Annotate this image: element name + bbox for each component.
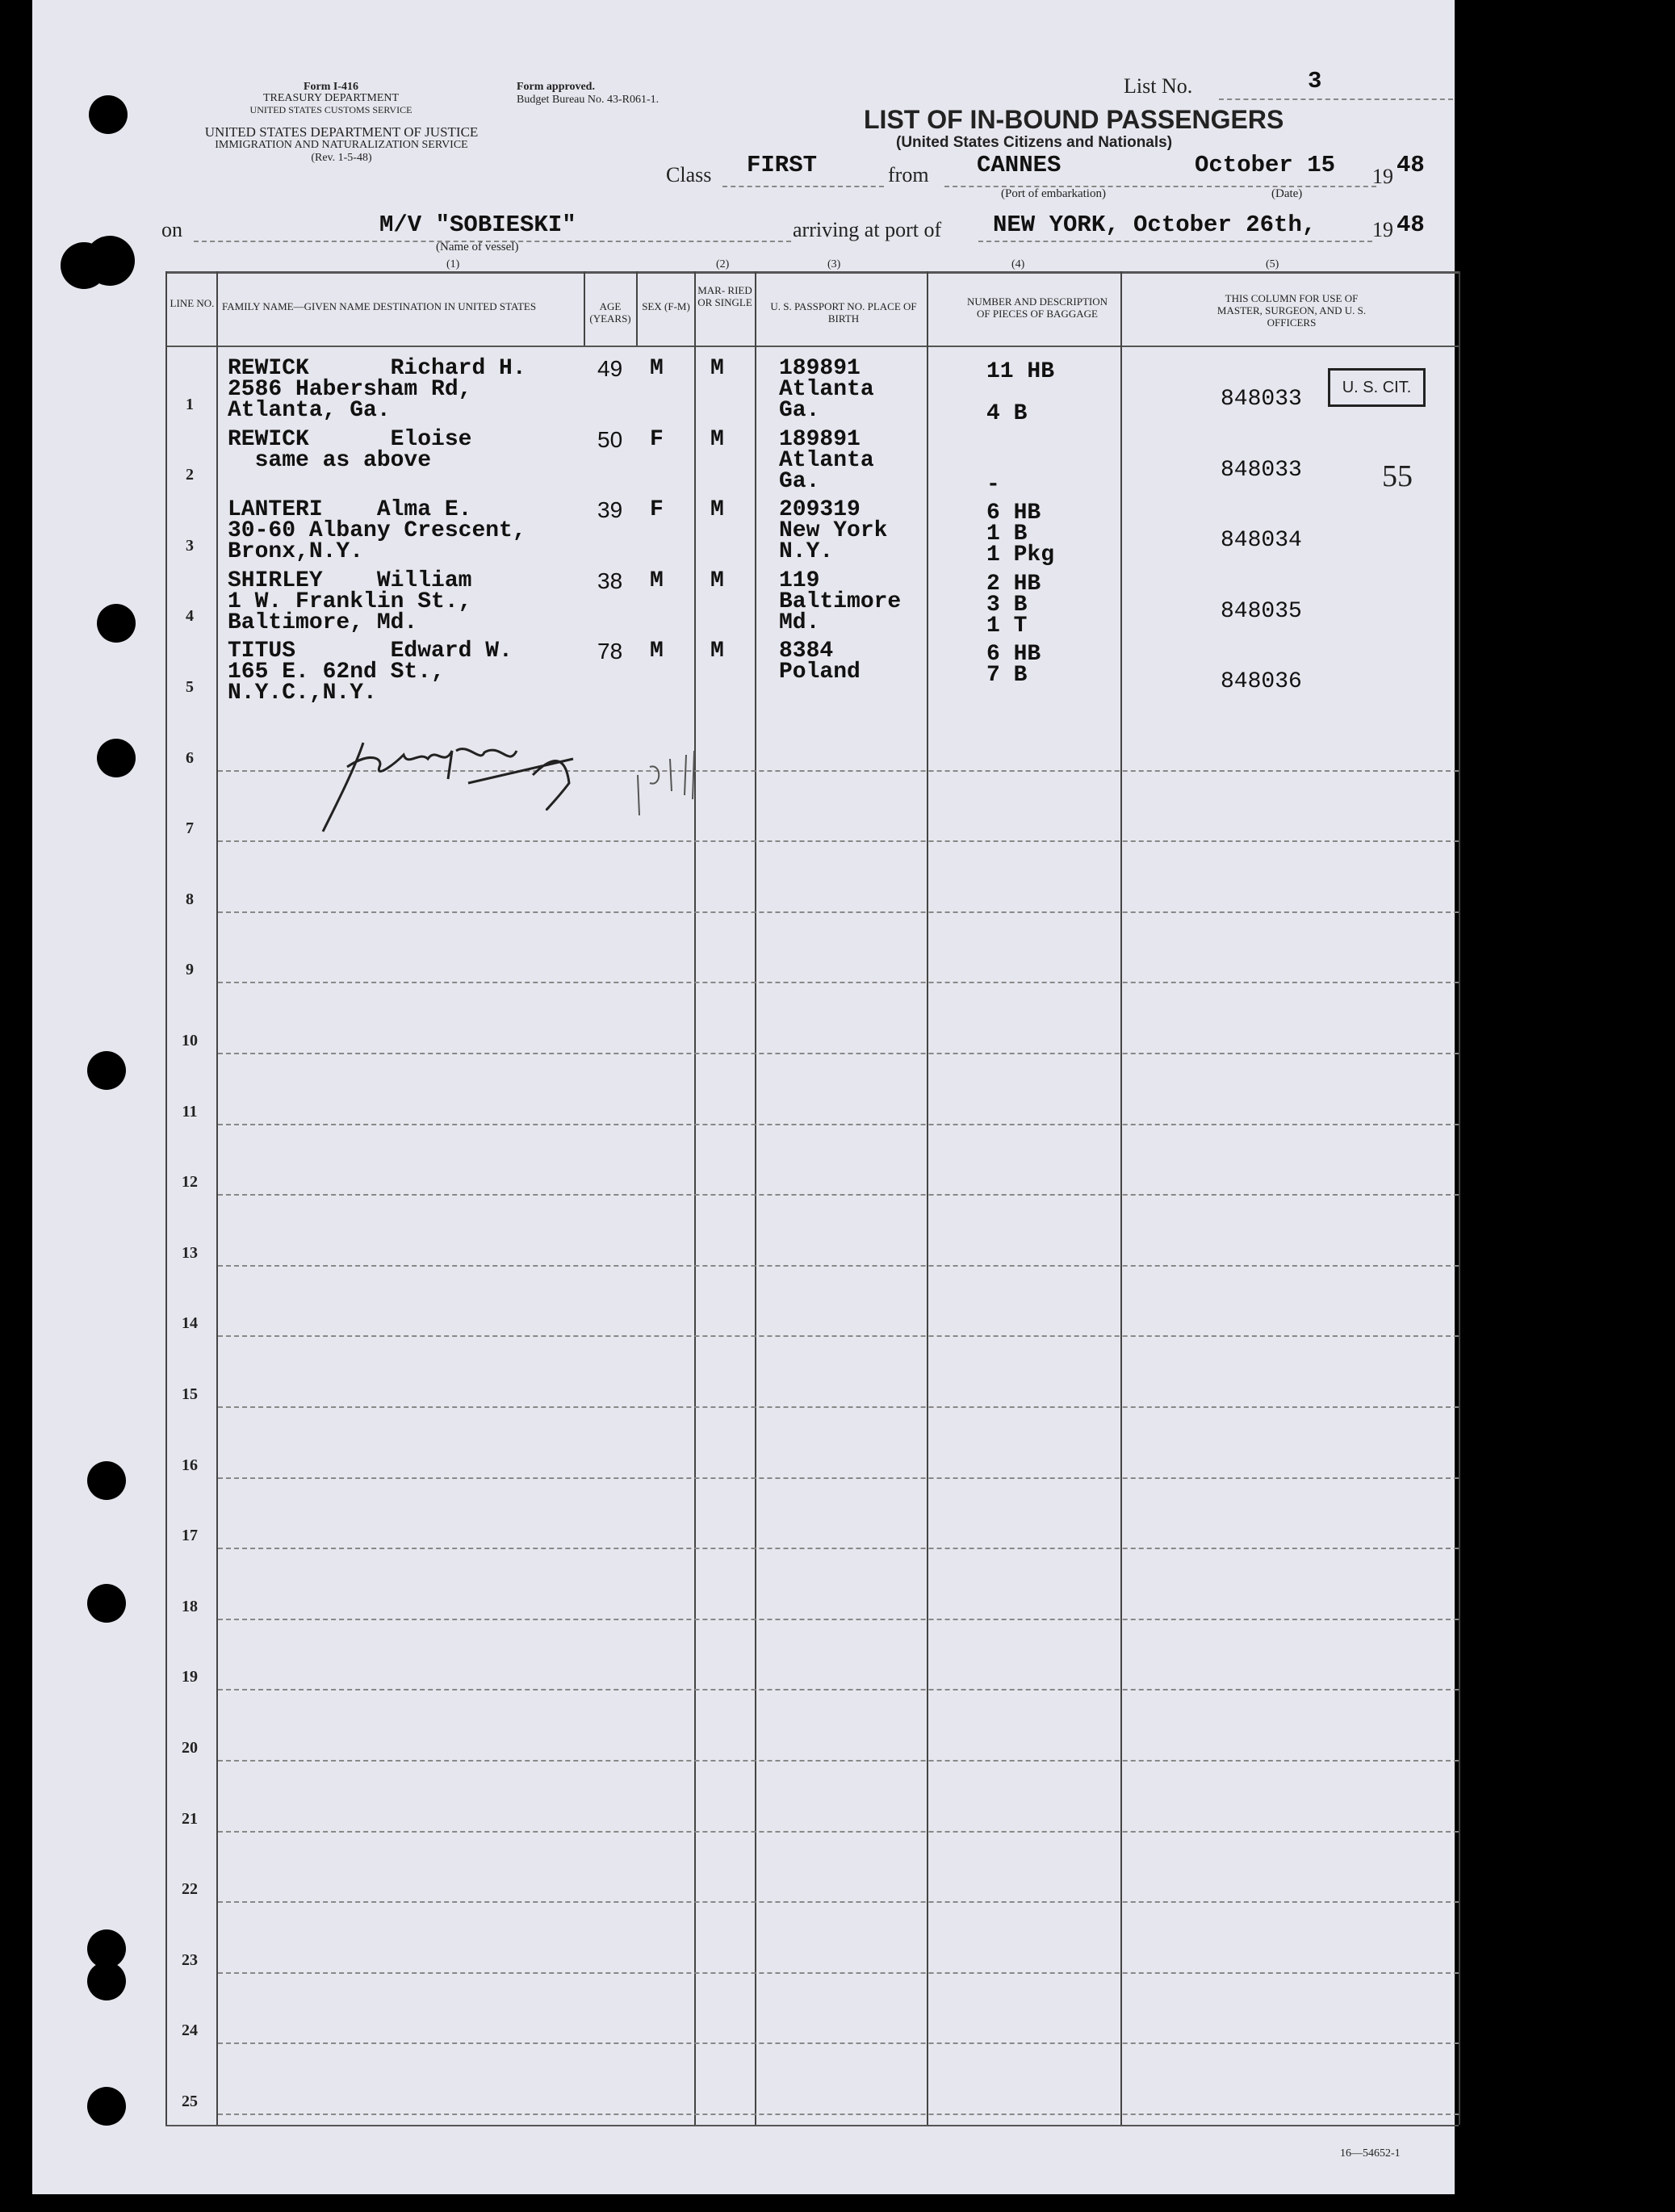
table-row (32, 1197, 1459, 1268)
vessel-value: M/V "SOBIESKI" (379, 212, 576, 238)
passenger-age: 39 (597, 497, 623, 523)
punch-hole (87, 1584, 126, 1623)
arrival-year-prefix: 19 (1372, 218, 1393, 241)
header-name: FAMILY NAME—GIVEN NAME DESTINATION IN UNITED STATES (222, 300, 537, 312)
table-header-border (165, 346, 1459, 347)
line-number: 1 (186, 395, 194, 413)
header-sex: SEX (F-M) (642, 300, 690, 312)
line-number: 25 (182, 2092, 198, 2110)
table-row (32, 490, 1459, 568)
passport-line: 189891 (779, 426, 861, 452)
passenger-name-line: N.Y.C.,N.Y. (228, 681, 377, 706)
passenger-sex: M (650, 568, 664, 593)
from-label: from (888, 163, 929, 186)
passenger-name-line: LANTERI Alma E. (228, 497, 472, 523)
passenger-sex: F (650, 497, 664, 523)
table-row (32, 915, 1459, 986)
table-row (32, 985, 1459, 1056)
line-number: 14 (182, 1314, 198, 1333)
table-row (32, 561, 1459, 639)
arrival-year-value: 48 (1397, 212, 1425, 238)
ins-service: IMMIGRATION AND NATURALIZATION SERVICE (215, 139, 468, 151)
table-row (32, 1975, 1459, 2047)
from-value: CANNES (977, 152, 1062, 178)
row-rule (218, 1477, 1459, 1479)
row-rule (218, 2114, 1459, 2115)
line-number: 8 (186, 890, 194, 908)
col-num-1: (1) (446, 258, 460, 270)
table-row (32, 1834, 1459, 1905)
row-rule (218, 1901, 1459, 1903)
table-row (32, 2046, 1459, 2117)
passenger-name-line: TITUS Edward W. (228, 639, 513, 664)
passport-line: Atlanta (779, 447, 874, 473)
passport-line: Md. (779, 610, 820, 635)
budget-bureau: Budget Bureau No. 43-R061-1. (517, 94, 660, 106)
on-label: on (161, 218, 182, 241)
line-number: 23 (182, 1950, 198, 1969)
line-number: 13 (182, 1243, 198, 1262)
passenger-sex: M (650, 356, 664, 381)
form-title: LIST OF IN-BOUND PASSENGERS (864, 105, 1284, 134)
arrival-value: NEW YORK, October 26th, (993, 212, 1317, 238)
baggage-line: 4 B (986, 401, 1028, 426)
table-row (32, 1551, 1459, 1622)
table-row (32, 1763, 1459, 1834)
treasury-department: TREASURY DEPARTMENT (262, 92, 400, 104)
passport-line: N.Y. (779, 539, 834, 565)
passenger-age: 38 (597, 568, 623, 593)
passenger-name-line: 2586 Habersham Rd, (228, 377, 472, 402)
form-sheet (32, 0, 1455, 2194)
col-num-5: (5) (1266, 258, 1279, 270)
line-number: 18 (182, 1597, 198, 1615)
line-number: 11 (182, 1102, 198, 1121)
line-number: 20 (182, 1738, 198, 1757)
col-num-3: (3) (827, 258, 841, 270)
passport-line: 8384 (779, 639, 834, 664)
passenger-marital: M (710, 497, 724, 523)
row-rule (218, 1124, 1459, 1125)
line-number: 3 (186, 536, 194, 555)
passenger-name-line: 30-60 Albany Crescent, (228, 518, 526, 544)
punch-hole (87, 1461, 126, 1500)
baggage-line: 6 HB (986, 642, 1041, 668)
passenger-sex: M (650, 639, 664, 664)
passenger-name-line: SHIRLEY William (228, 568, 472, 593)
punch-hole (89, 95, 128, 134)
baggage-line: 1 Pkg (986, 543, 1055, 568)
row-rule (218, 2042, 1459, 2044)
row-rule (218, 1053, 1459, 1054)
baggage-line: 7 B (986, 663, 1028, 689)
officer-number: 848035 (1221, 598, 1302, 624)
line-number: 17 (182, 1527, 198, 1545)
passenger-name-line: Bronx,N.Y. (228, 539, 364, 565)
customs-service: UNITED STATES CUSTOMS SERVICE (249, 104, 412, 115)
col-num-2: (2) (716, 258, 730, 270)
row-rule (218, 1406, 1459, 1408)
baggage-line: 11 HB (986, 359, 1055, 384)
passenger-age: 78 (597, 639, 623, 664)
header-age: AGE (YEARS) (589, 300, 631, 325)
passenger-name-line: REWICK Eloise (228, 426, 472, 452)
row-rule (218, 1831, 1459, 1833)
list-no-value: 3 (1308, 68, 1322, 94)
header-baggage: NUMBER AND DESCRIPTION OF PIECES OF BAGGAGE (966, 295, 1108, 320)
passenger-name-line: 165 E. 62nd St., (228, 660, 445, 685)
line-number: 16 (182, 1456, 198, 1474)
officer-number: 848033 (1221, 457, 1302, 483)
list-no-label: List No. (1124, 74, 1193, 98)
margin-note: 55 (1382, 459, 1413, 493)
baggage-line: 1 B (986, 522, 1028, 547)
signature (307, 718, 759, 840)
passport-line: Atlanta (779, 377, 874, 402)
row-rule (218, 1972, 1459, 1974)
line-number: 22 (182, 1880, 198, 1899)
passenger-marital: M (710, 639, 724, 664)
line-number: 10 (182, 1031, 198, 1049)
table-right-border (1459, 271, 1460, 2125)
table-row (32, 1056, 1459, 1127)
passenger-marital: M (710, 568, 724, 593)
line-number: 5 (186, 677, 194, 696)
form-subtitle: (United States Citizens and Nationals) (896, 134, 1173, 151)
vessel-caption: (Name of vessel) (436, 241, 519, 253)
row-rule (218, 1760, 1459, 1762)
row-rule (218, 1265, 1459, 1267)
baggage-line: 6 HB (986, 501, 1041, 526)
passenger-sex: F (650, 426, 664, 452)
arrival-line (978, 241, 1372, 242)
punch-hole (87, 1962, 126, 2000)
baggage-line: - (986, 471, 1000, 497)
officer-number: 848033 (1221, 387, 1302, 412)
class-line (722, 186, 884, 187)
table-top-border (165, 271, 1459, 274)
passenger-age: 50 (597, 426, 623, 452)
line-number: 12 (182, 1173, 198, 1192)
passenger-age: 49 (597, 356, 623, 381)
passenger-name-line: REWICK Richard H. (228, 356, 526, 381)
header-passport: U. S. PASSPORT NO. PLACE OF BIRTH (770, 300, 917, 325)
punch-hole (87, 1051, 126, 1090)
passenger-name-line: same as above (228, 447, 432, 473)
passport-line: Ga. (779, 398, 820, 423)
passport-line: 119 (779, 568, 820, 593)
passenger-name-line: Atlanta, Ga. (228, 398, 391, 423)
table-row (32, 1692, 1459, 1763)
table-row (32, 1127, 1459, 1198)
form-approved: Form approved. (517, 81, 595, 93)
list-no-line (1219, 98, 1453, 100)
row-rule (218, 1335, 1459, 1337)
header-officers: THIS COLUMN FOR USE OF MASTER, SURGEON, AND U. S. OFFICERS (1216, 292, 1367, 329)
line-number: 6 (186, 748, 194, 767)
row-rule (218, 911, 1459, 913)
line-number: 24 (182, 2021, 198, 2040)
col-num-4: (4) (1011, 258, 1025, 270)
us-citizen-stamp: U. S. CIT. (1328, 368, 1426, 407)
passport-line: New York (779, 518, 888, 544)
row-rule (218, 1194, 1459, 1196)
punch-hole (87, 2087, 126, 2126)
passport-line: 189891 (779, 356, 861, 381)
row-rule (218, 1548, 1459, 1549)
table-row (32, 1339, 1459, 1410)
table-bottom-border (165, 2125, 1459, 2126)
table-row (32, 1268, 1459, 1339)
passport-line: 209319 (779, 497, 861, 523)
table-row (32, 631, 1459, 706)
table-row (32, 1481, 1459, 1552)
date-caption: (Date) (1271, 187, 1303, 200)
officer-number: 848034 (1221, 528, 1302, 554)
passenger-name-line: Baltimore, Md. (228, 610, 418, 635)
table-row (32, 420, 1459, 497)
passenger-marital: M (710, 426, 724, 452)
line-number: 21 (182, 1809, 198, 1828)
line-number: 9 (186, 961, 194, 979)
revision-date: (Rev. 1-5-48) (311, 152, 372, 164)
class-label: Class (666, 163, 712, 186)
header-married: MAR- RIED OR SINGLE (697, 284, 752, 308)
line-number: 2 (186, 466, 194, 484)
year-prefix: 19 (1372, 165, 1393, 188)
line-number: 19 (182, 1668, 198, 1686)
baggage-line: 2 HB (986, 571, 1041, 597)
table-row (32, 1904, 1459, 1975)
passenger-marital: M (710, 356, 724, 381)
baggage-line: 3 B (986, 592, 1028, 618)
class-value: FIRST (747, 152, 818, 178)
row-rule (218, 1689, 1459, 1690)
passport-line: Poland (779, 660, 861, 685)
table-row (32, 349, 1459, 426)
port-caption: (Port of embarkation) (1001, 187, 1106, 200)
row-rule (218, 1619, 1459, 1620)
punch-hole (85, 236, 135, 286)
line-number: 7 (186, 819, 194, 838)
line-number: 15 (182, 1385, 198, 1403)
arriving-label: arriving at port of (793, 218, 942, 241)
footer-code: 16—54652-1 (1340, 2147, 1401, 2160)
table-row (32, 1410, 1459, 1481)
header-line-no: LINE NO. (170, 297, 215, 309)
passport-line: Ga. (779, 468, 820, 494)
officer-number: 848036 (1221, 669, 1302, 695)
row-rule (218, 982, 1459, 983)
year-value: 48 (1397, 152, 1425, 178)
passenger-name-line: 1 W. Franklin St., (228, 589, 472, 614)
punch-hole (97, 604, 136, 643)
punch-hole (97, 739, 136, 777)
table-row (32, 844, 1459, 915)
form-number: Form I-416 (303, 81, 359, 93)
passport-line: Baltimore (779, 589, 902, 614)
date-value: October 15 (1195, 152, 1336, 178)
baggage-line: 1 T (986, 613, 1028, 639)
line-number: 4 (186, 607, 194, 626)
row-rule (218, 840, 1459, 842)
justice-department: UNITED STATES DEPARTMENT OF JUSTICE (204, 124, 479, 140)
table-row (32, 1622, 1459, 1693)
